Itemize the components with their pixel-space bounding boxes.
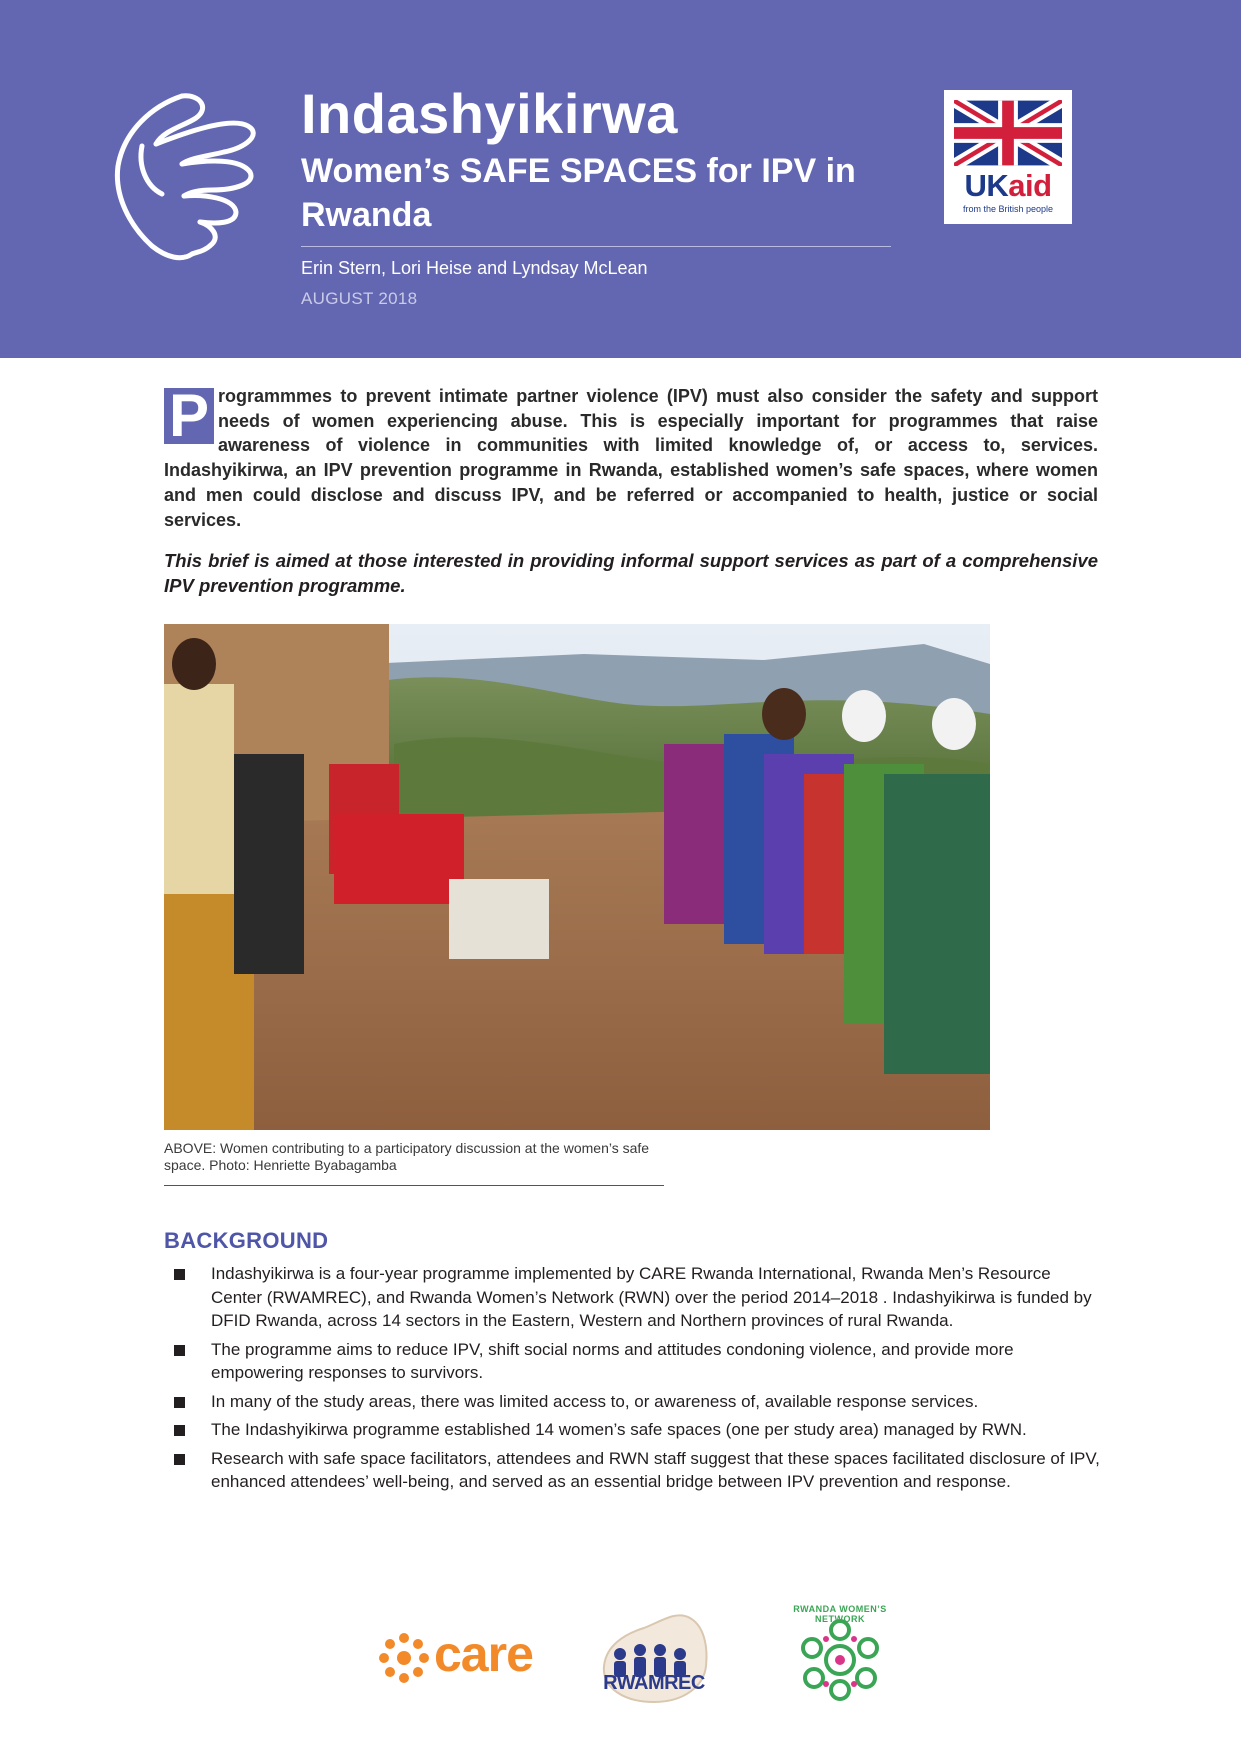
ukaid-wordmark — [954, 170, 1062, 202]
ukaid-tagline: from the British people — [962, 204, 1054, 214]
list-item-text: Research with safe space facilitators, attendees and RWN staff suggest that these spaces facilitated disclosure of IPV, enhanced attendees’ well-being, and served as an essential bridge between IPV prevention and response. — [211, 1448, 1100, 1491]
bullet-square-icon — [174, 1345, 185, 1356]
drop-cap-letter: P — [168, 382, 210, 449]
title-divider — [301, 246, 891, 247]
list-item — [174, 1418, 1104, 1442]
list-item — [174, 1447, 1104, 1494]
group-discussion-photo — [164, 624, 990, 1130]
list-item — [174, 1338, 1104, 1385]
bullet-square-icon — [174, 1425, 185, 1436]
background-heading: BACKGROUND — [164, 1228, 329, 1253]
list-item-text: The programme aims to reduce IPV, shift social norms and attitudes condoning violence, and provide more empowering responses to survivors. — [211, 1339, 1014, 1382]
caption-divider — [164, 1185, 664, 1186]
intro-italic-paragraph: This brief is aimed at those interested in providing informal support services as part of a comprehensive IPV prevention programme. — [164, 550, 1098, 596]
hand-logo-icon — [112, 86, 262, 266]
authors: Erin Stern, Lori Heise and Lyndsay McLean — [301, 258, 648, 278]
partner-logos — [0, 1600, 1241, 1720]
photo-caption: ABOVE: Women contributing to a participatory discussion at the women’s safe space. Photo: Henriette Byabagamba — [164, 1140, 650, 1173]
ukaid-logo — [944, 90, 1072, 224]
list-item-text: Indashyikirwa is a four-year programme implemented by CARE Rwanda International, Rwanda Men’s Resource Center (RWAMREC), and Rwanda Women’s Network (RWN) over the period 2014–2018 . Indashyikirwa is funded by DFID Rwanda, across 14 sectors in the Eastern, Western and Northern provinces of rural Rwanda. — [211, 1264, 1092, 1330]
header-banner — [0, 0, 1241, 358]
bullet-square-icon — [174, 1397, 185, 1408]
care-logo: care — [434, 1626, 533, 1682]
rwamrec-wordmark: RWAMREC — [603, 1672, 705, 1694]
ukaid-aid-text: aid — [1008, 168, 1052, 203]
bullet-square-icon — [174, 1454, 185, 1465]
rwn-wordmark: RWANDA WOMEN’S NETWORK — [793, 1604, 887, 1624]
union-jack-icon — [954, 100, 1062, 166]
background-list — [174, 1262, 1104, 1499]
publication-date: AUGUST 2018 — [301, 289, 418, 308]
list-item-text: The Indashyikirwa programme established 14 women’s safe spaces (one per study area) managed by RWN. — [211, 1420, 1027, 1439]
bullet-square-icon — [174, 1269, 185, 1280]
list-item — [174, 1262, 1104, 1333]
ukaid-uk-text: UK — [964, 168, 1009, 203]
document-subtitle: Women’s SAFE SPACES for IPV in Rwanda — [301, 152, 856, 234]
list-item-text: In many of the study areas, there was limited access to, or awareness of, available response services. — [211, 1391, 979, 1411]
intro-paragraph: rogrammmes to prevent intimate partner violence (IPV) must also consider the safety and support needs of women experiencing abuse. This is especially important for programmes that raise awareness of violence in communities with limited knowledge of, or access to, services. Indashyikirwa, an IPV prevention programme in Rwanda, established women’s safe spaces, where women and men could disclose and discuss IPV, and be referred or accompanied to health, justice or social services. — [164, 386, 1098, 530]
list-item — [174, 1390, 1104, 1414]
care-mark-icon — [376, 1630, 432, 1686]
document-title: Indashyikirwa — [301, 82, 678, 145]
